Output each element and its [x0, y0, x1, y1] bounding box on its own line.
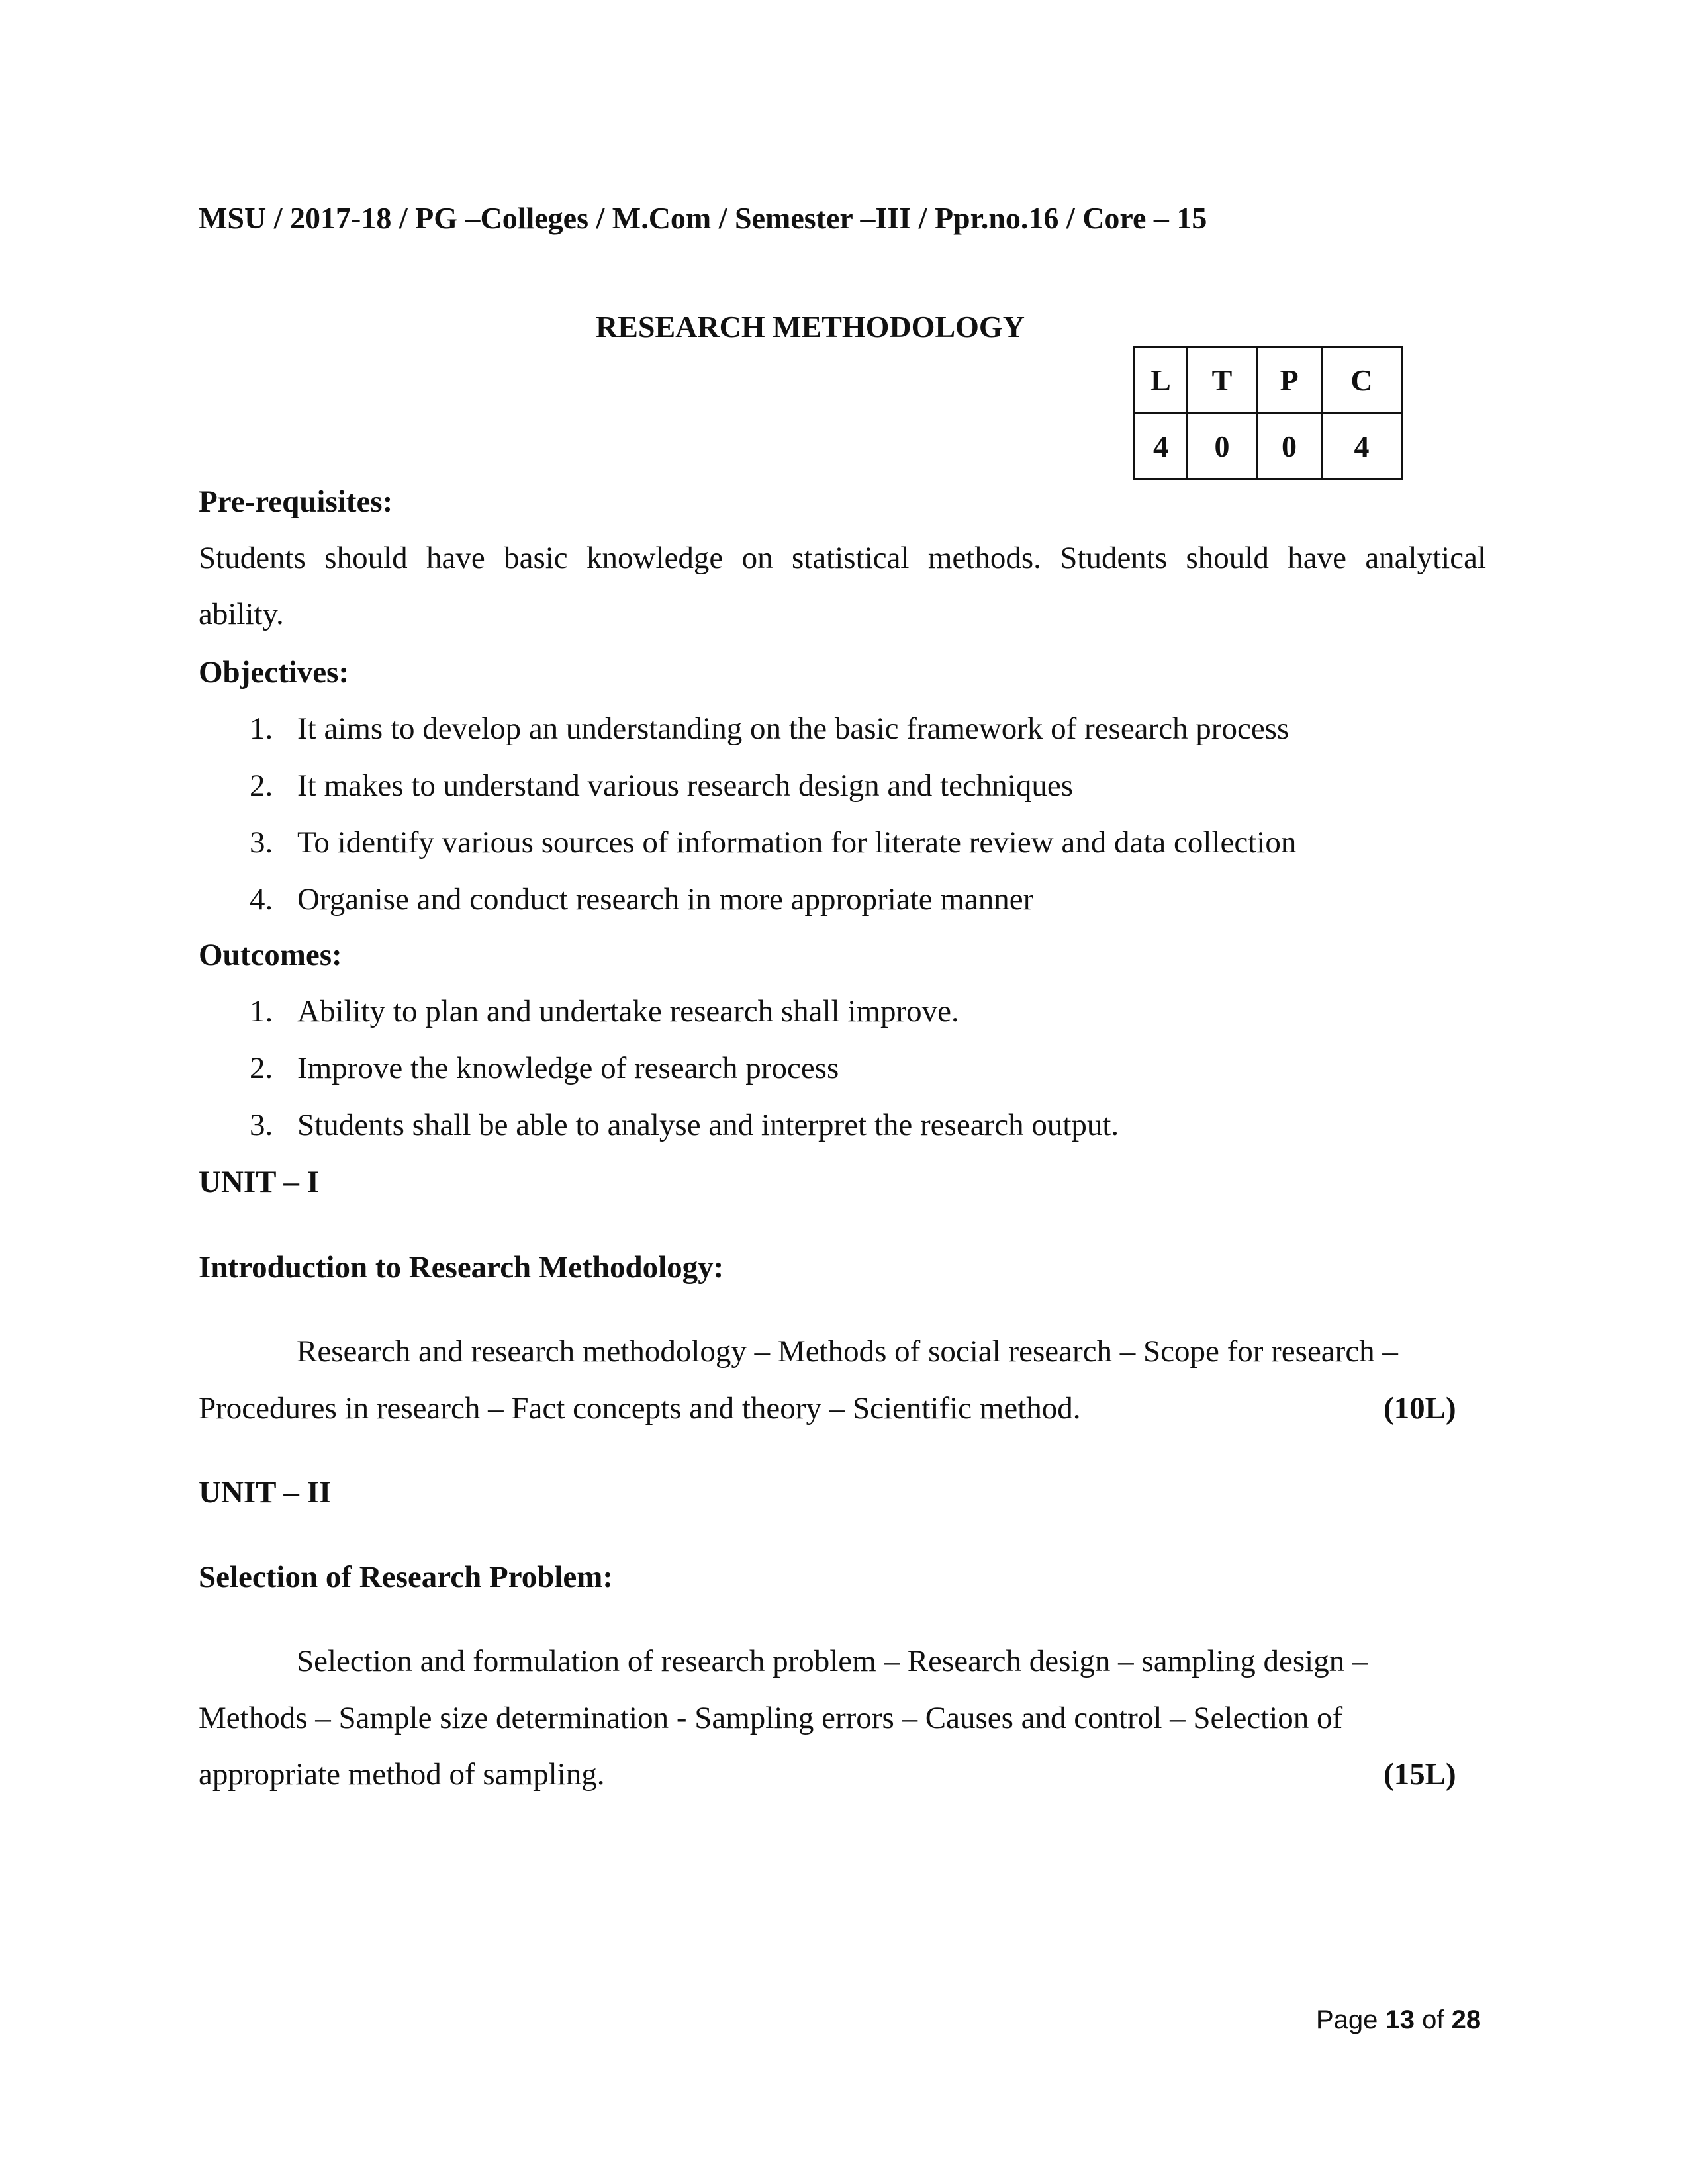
prerequisites-heading: Pre-requisites:: [199, 484, 393, 519]
unit-2-title: Selection of Research Problem:: [199, 1560, 614, 1594]
prerequisites-line-1: Students should have basic knowledge on statistical methods. Students should have analytical: [199, 541, 1486, 575]
prerequisites-line-2: ability.: [199, 597, 284, 631]
page-number-total: 28: [1451, 2005, 1481, 2034]
ltpc-value-row: [1135, 414, 1402, 480]
ltpc-value-cell: 0: [1188, 414, 1257, 480]
list-number: 3.: [250, 825, 273, 860]
unit-1-line-2: Procedures in research – Fact concepts and theory – Scientific method.: [199, 1391, 1081, 1426]
unit-1-line-1: Research and research methodology – Methods of social research – Scope for research –: [297, 1334, 1398, 1369]
page-number-current: 13: [1385, 2005, 1415, 2034]
ltpc-header-cell: P: [1257, 347, 1322, 414]
unit-2-line-2: Methods – Sample size determination - Sampling errors – Causes and control – Selection of: [199, 1701, 1343, 1735]
list-number: 4.: [250, 882, 273, 917]
unit-1-label: UNIT – I: [199, 1165, 319, 1199]
ltpc-header-cell: C: [1322, 347, 1402, 414]
list-number: 2.: [250, 1051, 273, 1085]
unit-1-hours: (10L): [1383, 1391, 1456, 1426]
ltpc-value-cell: 4: [1135, 414, 1188, 480]
ltpc-value-cell: 0: [1257, 414, 1322, 480]
ltpc-header-row: [1135, 347, 1402, 414]
page-number-middle: of: [1415, 2005, 1452, 2034]
list-text: It aims to develop an understanding on the basic framework of research process: [297, 711, 1289, 746]
ltpc-value-cell: 4: [1322, 414, 1402, 480]
unit-1-title: Introduction to Research Methodology:: [199, 1250, 724, 1285]
list-text: Students shall be able to analyse and interpret the research output.: [297, 1108, 1119, 1142]
list-text: Improve the knowledge of research process: [297, 1051, 839, 1085]
list-text: Organise and conduct research in more appropriate manner: [297, 882, 1034, 917]
objectives-heading: Objectives:: [199, 655, 350, 690]
page-number-prefix: Page: [1316, 2005, 1385, 2034]
page-number: [1316, 2004, 1481, 2036]
outcomes-heading: Outcomes:: [199, 938, 342, 972]
unit-2-line-3: appropriate method of sampling.: [199, 1757, 605, 1792]
list-number: 1.: [250, 711, 273, 746]
ltpc-table: [1133, 346, 1403, 480]
ltpc-header-cell: L: [1135, 347, 1188, 414]
course-title: RESEARCH METHODOLOGY: [596, 310, 1025, 343]
unit-2-label: UNIT – II: [199, 1475, 332, 1510]
unit-2-hours: (15L): [1383, 1757, 1456, 1792]
ltpc-header-cell: T: [1188, 347, 1257, 414]
list-text: To identify various sources of information for literate review and data collection: [297, 825, 1297, 860]
list-number: 2.: [250, 768, 273, 803]
document-header: MSU / 2017-18 / PG –Colleges / M.Com / Semester –III / Ppr.no.16 / Core – 15: [199, 201, 1207, 235]
list-text: Ability to plan and undertake research shall improve.: [297, 994, 959, 1028]
list-number: 3.: [250, 1108, 273, 1142]
list-text: It makes to understand various research design and techniques: [297, 768, 1074, 803]
unit-2-line-1: Selection and formulation of research problem – Research design – sampling design –: [297, 1644, 1368, 1678]
list-number: 1.: [250, 994, 273, 1028]
